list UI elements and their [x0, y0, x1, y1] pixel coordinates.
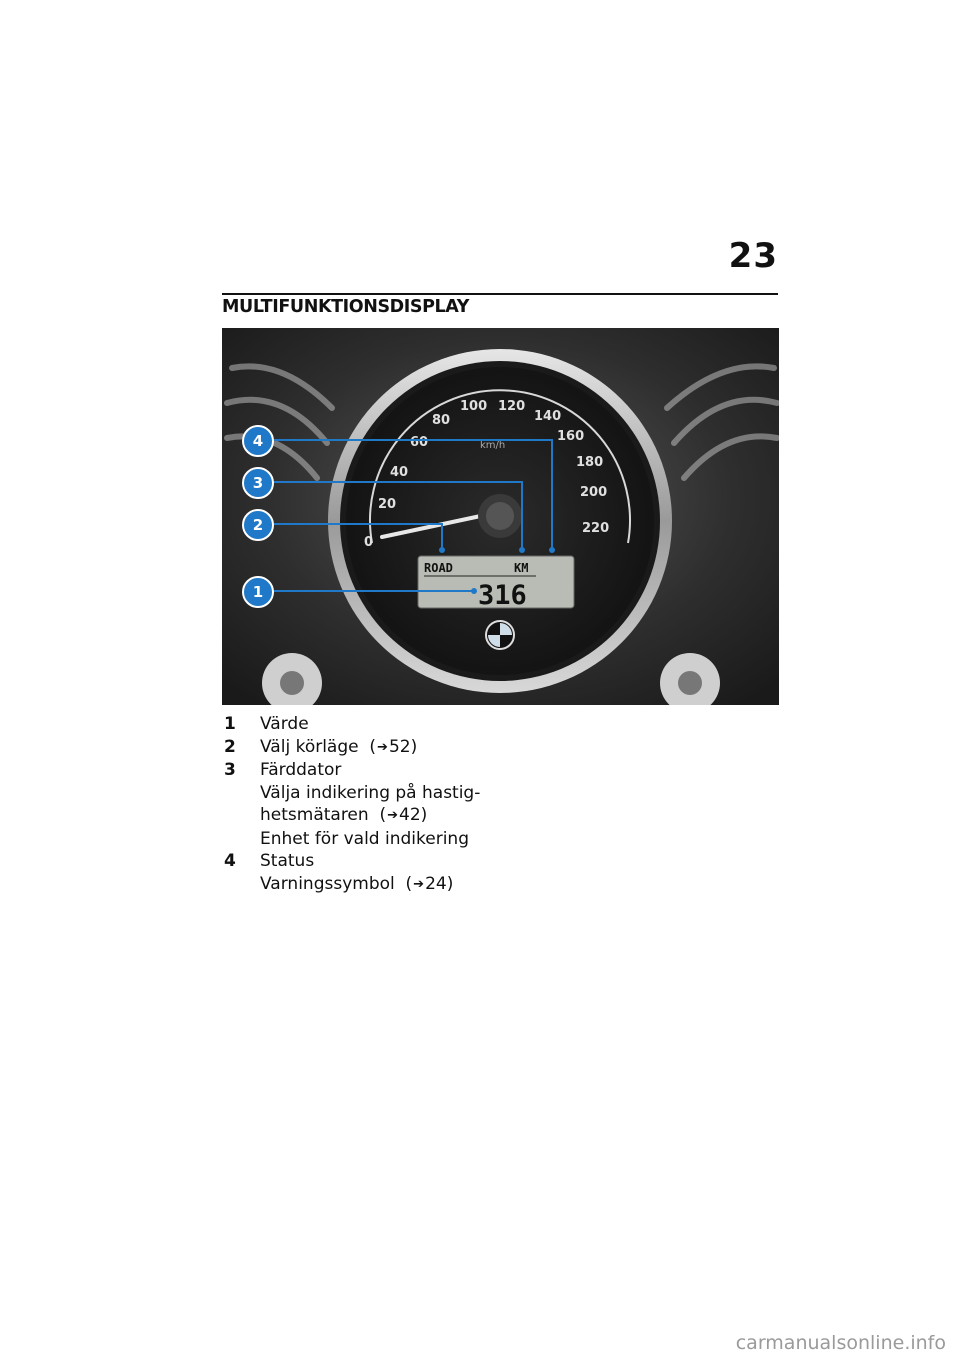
page-reference[interactable]: 42)	[399, 805, 428, 825]
tick-label: 60	[410, 435, 429, 450]
tick-label: 20	[378, 497, 397, 512]
lcd-value: 316	[478, 580, 527, 611]
legend-item	[224, 759, 624, 850]
legend-item	[224, 850, 624, 896]
section-title: MULTIFUNKTIONSDISPLAY	[222, 297, 470, 317]
watermark: carmanualsonline.info	[735, 1332, 946, 1354]
legend-item	[224, 736, 624, 760]
tick-label: 220	[582, 521, 610, 536]
tick-label: 80	[432, 413, 451, 428]
callout-badge: 1	[252, 583, 264, 601]
page-reference-arrow-icon: ➔	[413, 876, 425, 892]
callout-badge: 4	[252, 432, 264, 450]
legend-text: Status	[260, 851, 315, 871]
legend-text: Varningssymbol (➔24)	[260, 873, 624, 897]
legend-text: Välja indikering på hastig-	[260, 782, 481, 803]
tick-label: 0	[364, 535, 374, 550]
tick-label: 140	[534, 409, 562, 424]
lcd-mode: ROAD	[424, 561, 453, 575]
legend-text: Färddator	[260, 760, 342, 780]
legend-number: 4	[224, 851, 236, 871]
legend-item	[224, 713, 624, 736]
header-rule	[222, 293, 778, 295]
page-reference[interactable]: 52)	[388, 736, 418, 757]
callout-badge: 2	[252, 516, 264, 534]
unit-label: km/h	[480, 440, 506, 451]
legend-text: Välj körläge (➔52)	[260, 736, 624, 760]
legend-text: hetsmätaren (➔42)	[260, 804, 624, 828]
tick-label: 160	[557, 429, 585, 444]
legend-text: Värde	[260, 714, 309, 734]
page-reference-arrow-icon: ➔	[377, 739, 388, 755]
legend-number: 2	[224, 736, 236, 757]
tick-label: 100	[460, 399, 488, 414]
lcd-unit: KM	[514, 561, 529, 575]
tick-label: 200	[580, 485, 608, 500]
callout-badge: 3	[252, 474, 264, 492]
legend-text: Enhet för vald indikering	[260, 828, 469, 849]
tick-label: 180	[576, 455, 604, 470]
page-reference[interactable]: 24)	[425, 873, 454, 894]
page-number: 23	[728, 236, 778, 276]
legend-number: 1	[224, 714, 236, 734]
tick-label: 120	[498, 399, 526, 414]
legend-number: 3	[224, 760, 236, 780]
page-reference-arrow-icon: ➔	[387, 808, 399, 823]
instrument-cluster-photo	[222, 328, 779, 705]
legend	[224, 713, 624, 896]
tick-label: 40	[390, 465, 409, 480]
